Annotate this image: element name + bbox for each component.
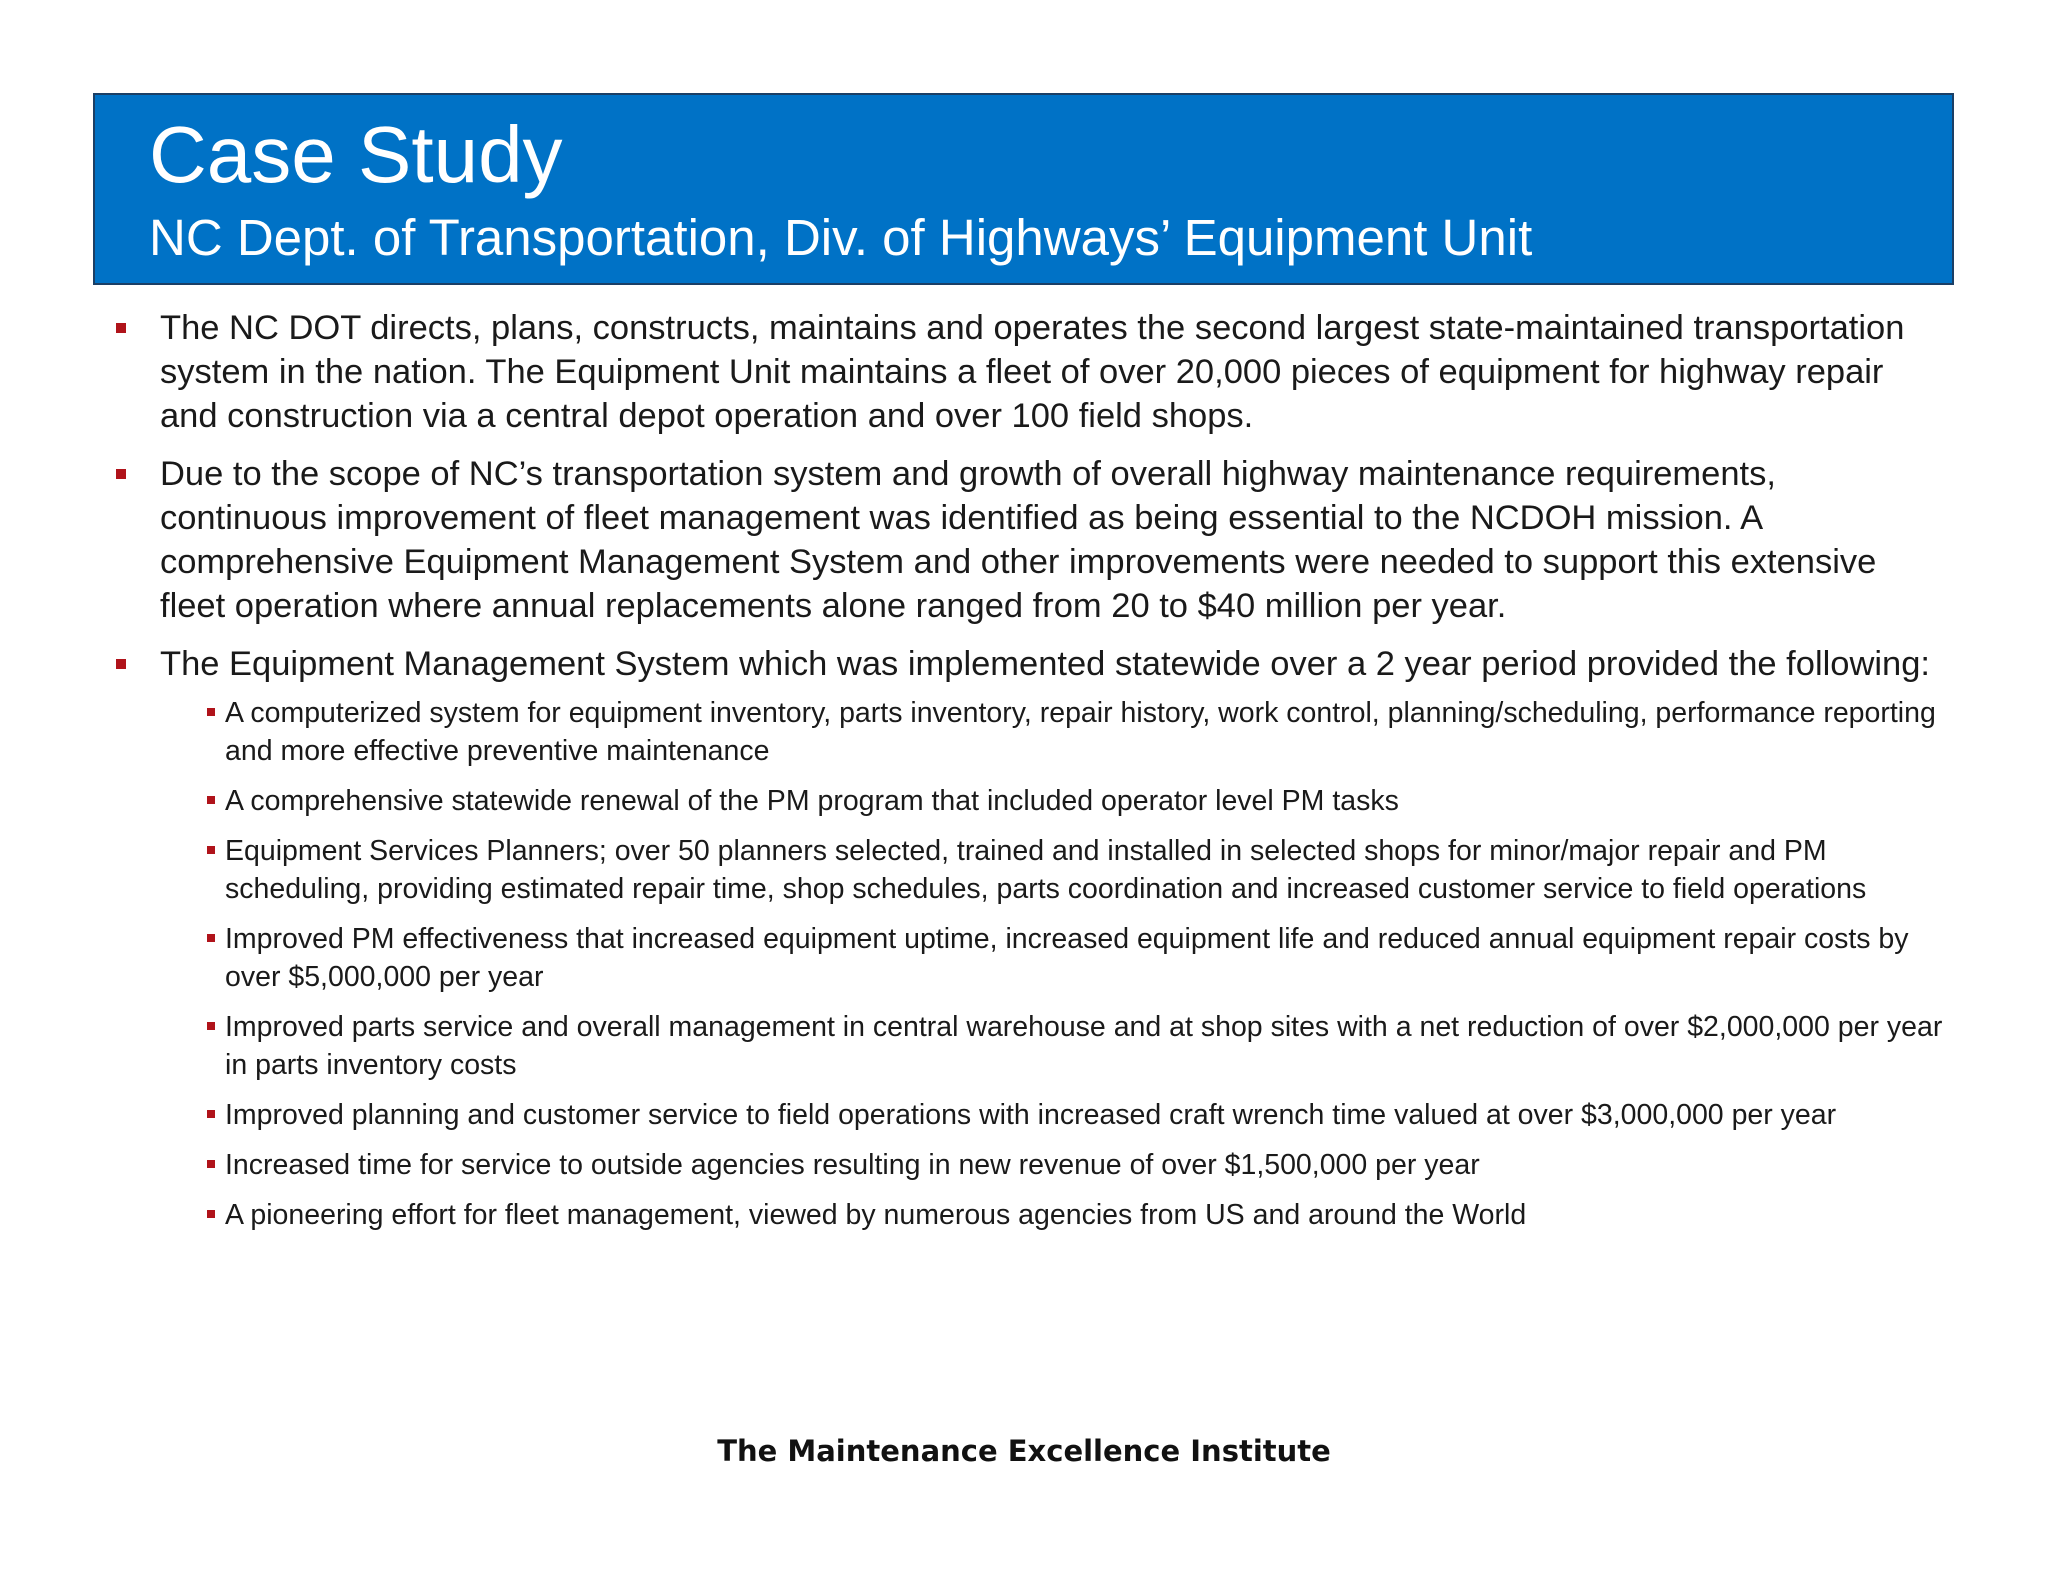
main-bullet-text: The NC DOT directs, plans, constructs, maintains and operates the second largest state-maintained transportation system in the nation. The Equipment Unit maintains a fleet of over 20,000 pieces of equipment for highway repair and construction via a central depot operation and over 100 field shops. [160, 309, 1905, 435]
main-bullet-list [113, 306, 1943, 1248]
sub-bullet-text: Improved PM effectiveness that increased equipment uptime, increased equipment life and reduced annual equipment repair costs by over $5,000,000 per year [225, 923, 1909, 993]
square-bullet-icon [207, 1110, 215, 1118]
square-bullet-icon [207, 796, 215, 804]
page-title: Case Study [149, 110, 563, 199]
sub-bullet-item [113, 1196, 1943, 1234]
main-bullet-text: The Equipment Management System which was implemented statewide over a 2 year period provided the following: [160, 645, 1931, 683]
sub-bullet-text: Improved parts service and overall management in central warehouse and at shop sites with a net reduction of over $2,000,000 per year in parts inventory costs [225, 1011, 1943, 1081]
main-bullet-item [113, 642, 1943, 1234]
main-bullet-text: Due to the scope of NC’s transportation system and growth of overall highway maintenance requirements, continuous improvement of fleet management was identified as being essential to the NCDOH mission. A comprehensive Equipment Management System and other improvements were needed to support this extensive fleet operation where annual replacements alone ranged from 20 to $40 million per year. [160, 455, 1877, 625]
square-bullet-icon [207, 846, 215, 854]
square-bullet-icon [116, 659, 126, 669]
main-bullet-item [113, 452, 1943, 628]
sub-bullet-text: A computerized system for equipment inventory, parts inventory, repair history, work control, planning/scheduling, performance reporting and more effective preventive maintenance [225, 697, 1936, 767]
page-subtitle: NC Dept. of Transportation, Div. of Highways’ Equipment Unit [149, 209, 1533, 266]
main-bullet-item [113, 306, 1943, 438]
sub-bullet-item [113, 1008, 1943, 1084]
sub-bullet-text: Improved planning and customer service to field operations with increased craft wrench time valued at over $3,000,000 per year [225, 1099, 1837, 1131]
square-bullet-icon [207, 708, 215, 716]
square-bullet-icon [207, 1160, 215, 1168]
sub-bullet-text: A pioneering effort for fleet management, viewed by numerous agencies from US and around the World [225, 1199, 1527, 1231]
sub-bullet-item [113, 782, 1943, 820]
sub-bullet-text: Equipment Services Planners; over 50 planners selected, trained and installed in selected shops for minor/major repair and PM scheduling, providing estimated repair time, shop schedules, parts coordination and increased customer service to field operations [225, 835, 1867, 905]
footer-organization: The Maintenance Excellence Institute [717, 1434, 1331, 1468]
square-bullet-icon [207, 934, 215, 942]
square-bullet-icon [116, 323, 126, 333]
sub-bullet-item [113, 1146, 1943, 1184]
sub-bullet-item [113, 832, 1943, 908]
sub-bullet-text: Increased time for service to outside agencies resulting in new revenue of over $1,500,000 per year [225, 1149, 1480, 1181]
square-bullet-icon [116, 469, 126, 479]
sub-bullet-item [113, 694, 1943, 770]
sub-bullet-list [160, 694, 1943, 1234]
square-bullet-icon [207, 1210, 215, 1218]
title-banner [93, 93, 1954, 285]
sub-bullet-text: A comprehensive statewide renewal of the PM program that included operator level PM tasks [225, 785, 1399, 817]
sub-bullet-item [113, 920, 1943, 996]
square-bullet-icon [207, 1022, 215, 1030]
sub-bullet-item [113, 1096, 1943, 1134]
